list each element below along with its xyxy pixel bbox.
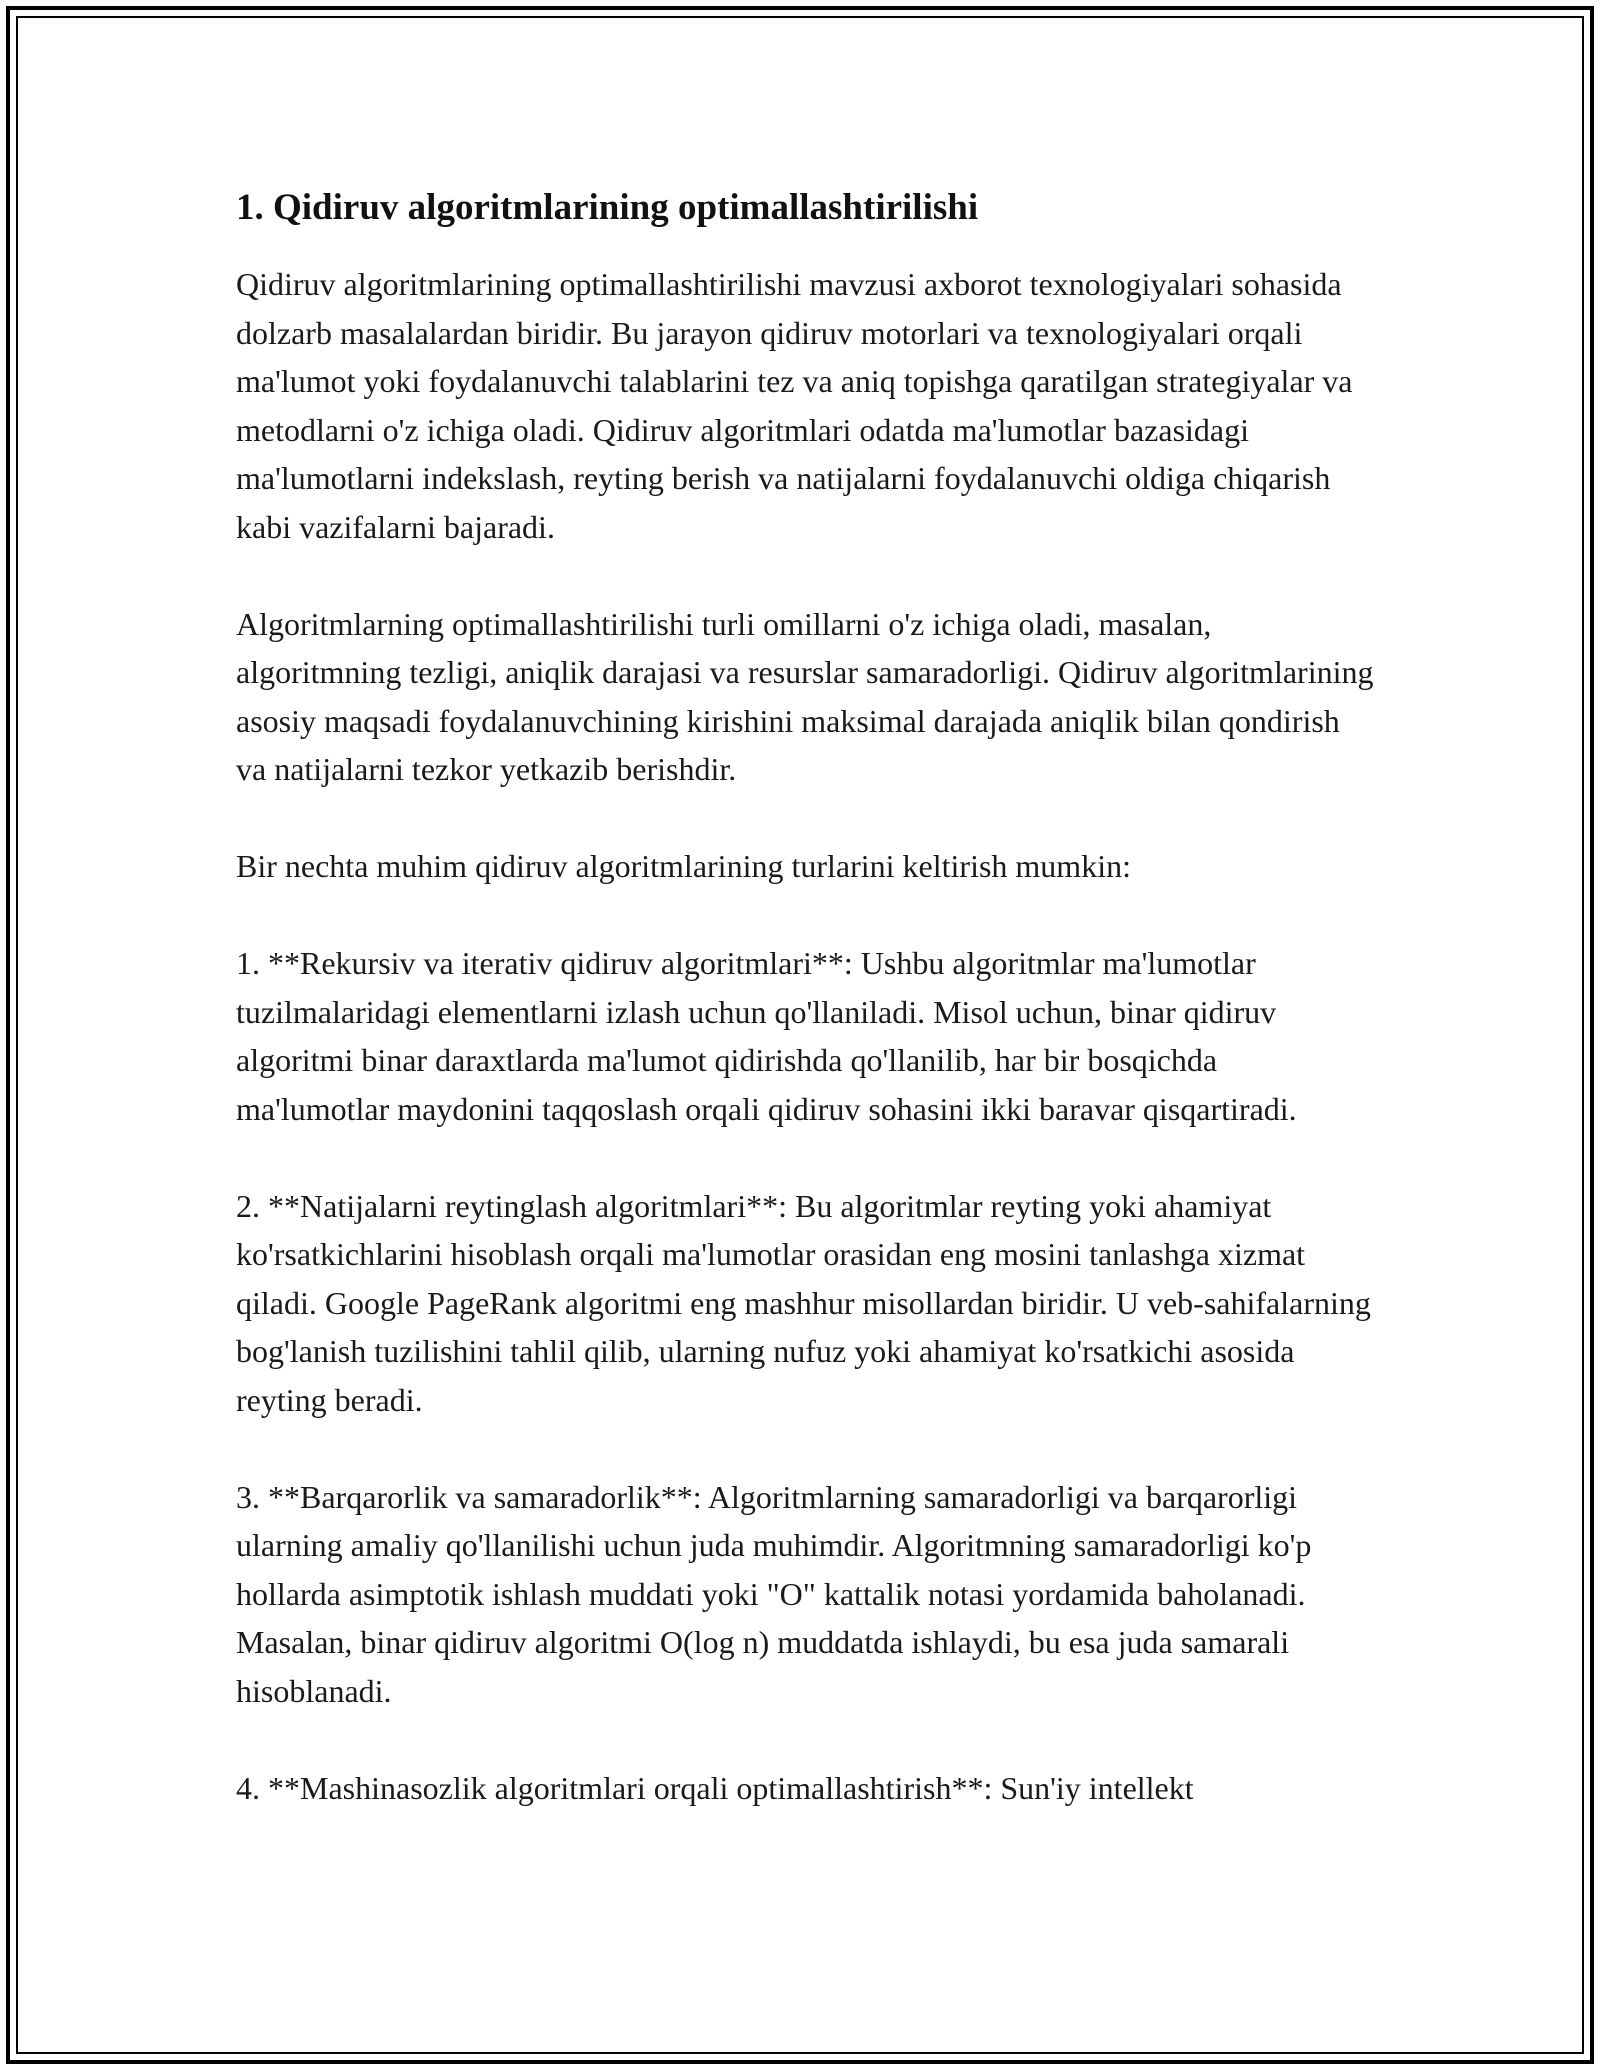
list-item-ranking: 2. **Natijalarni reytinglash algoritmlari**: Bu algoritmlar reyting yoki ahamiyat ko'rsatkichlarini hisoblash orqali ma'lumotlar orasidan eng mosini tanlashga xizmat qiladi. Google PageRank algoritmi eng mashhur misollardan biridir. U veb-sahifalarning bog'lanish tuzilishini tahlil qilib, ularning nufuz yoki ahamiyat ko'rsatkichi asosida reyting beradi.: [236, 1187, 1371, 1418]
document-title: 1. Qidiruv algoritmlarining optimallashtirilishi: [236, 187, 979, 228]
paragraph-types-intro: Bir nechta muhim qidiruv algoritmlarining turlarini keltirish mumkin:: [236, 848, 1131, 884]
list-item-stability-efficiency: 3. **Barqarorlik va samaradorlik**: Algoritmlarning samaradorligi va barqarorligi ularning amaliy qo'llanilishi uchun juda muhimdir. Algoritmning samaradorligi ko'p hollarda asimptotik ishlash muddati yoki "O" kattalik notasi yordamida baholanadi. Masalan, binar qidiruv algoritmi O(log n) muddatda ishlaydi, bu esa juda samarali hisoblanadi.: [236, 1478, 1312, 1709]
paragraph-intro: Qidiruv algoritmlarining optimallashtirilishi mavzusi axborot texnologiyalari sohasida dolzarb masalalardan biridir. Bu jarayon qidiruv motorlari va texnologiyalari orqali ma'lumot yoki foydalanuvchi talablarini tez va aniq topishga qaratilgan strategiyalar va metodlarni o'z ichiga oladi. Qidiruv algoritmlari odatda ma'lumotlar bazasidagi ma'lumotlarni indekslash, reyting berish va natijalarni foydalanuvchi oldiga chiqarish kabi vazifalarni bajaradi.: [236, 266, 1353, 545]
list-item-machine-learning: 4. **Mashinasozlik algoritmlari orqali optimallashtirish**: Sun'iy intellekt: [236, 1769, 1194, 1806]
paragraph-optimization-factors: Algoritmlarning optimallashtirilishi turli omillarni o'z ichiga oladi, masalan, algoritmning tezligi, aniqlik darajasi va resurslar samaradorligi. Qidiruv algoritmlarining asosiy maqsadi foydalanuvchining kirishini maksimal darajada aniqlik bilan qondirish va natijalarni tezkor yetkazib berishdir.: [236, 605, 1374, 787]
document-body: [236, 186, 1376, 1812]
list-item-recursive-iterative: 1. **Rekursiv va iterativ qidiruv algoritmlari**: Ushbu algoritmlar ma'lumotlar tuzilmalaridagi elementlarni izlash uchun qo'llaniladi. Misol uchun, binar qidiruv algoritmi binar daraxtlarda ma'lumot qidirishda qo'llanilib, har bir bosqichda ma'lumotlar maydonini taqqoslash orqali qidiruv sohasini ikki baravar qisqartiradi.: [236, 945, 1297, 1127]
